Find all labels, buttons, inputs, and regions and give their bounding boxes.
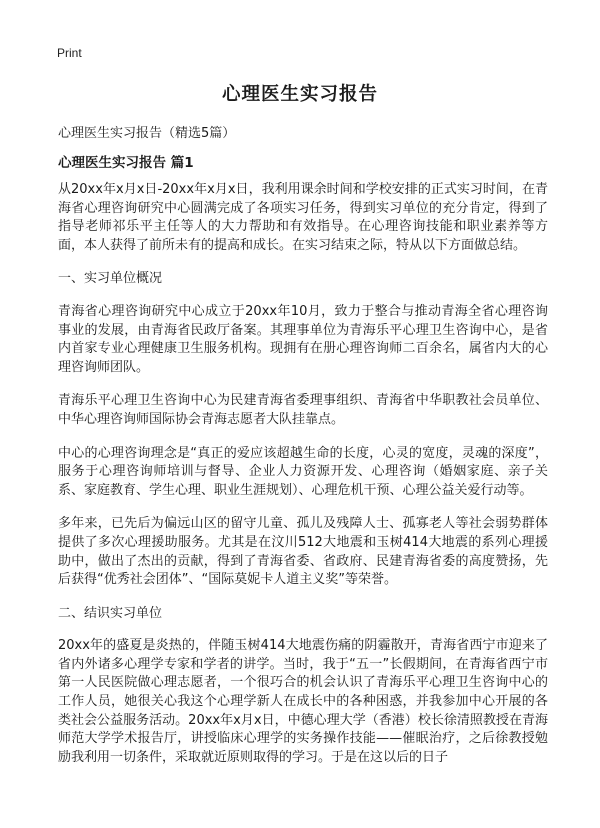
document-title: 心理医生实习报告: [221, 84, 378, 105]
print-label[interactable]: Print: [57, 46, 82, 60]
paragraph-philosophy: 中心的心理咨询理念是“真正的爱应该超越生命的长度，心灵的宽度，灵魂的深度”，服务于心理咨询师培训与督导、企业人力资源开发、心理咨询（婚姻家庭、亲子关系、家庭教育、学生心理、职业生涯规划）、心理危机干预、心理公益关爱行动等。: [58, 445, 548, 498]
document-body: [58, 181, 548, 782]
section-heading-meeting-unit: 二、结识实习单位: [58, 605, 163, 621]
paragraph-history: 多年来，已先后为偏远山区的留守儿童、孤儿及残障人士、孤寡老人等社会弱势群体提供了多次心理援助服务。尤其是在汶川512大地震和玉树414大地震的系列心理援助中，做出了杰出的贡献，得到了青海省委、省政府、民建青海省委的高度赞扬，先后获得“优秀社会团体”、“国际莫妮卡人道主义奖”等荣誉。: [58, 516, 548, 588]
paragraph-affiliations: 青海乐平心理卫生咨询中心为民建青海省委理事组织、青海省中华职教社会员单位、中华心理咨询师国际协会青海志愿者大队挂靠点。: [58, 393, 548, 427]
paragraph-meeting: 20xx年的盛夏是炎热的，伴随玉树414大地震伤痛的阴霾散开，青海省西宁市迎来了省内外诸多心理学专家和学者的讲学。当时，我于“五一”长假期间，在青海省西宁市第一人民医院做心理志愿者，一个很巧合的机会认识了青海乐平心理卫生咨询中心的工作人员，她很关心我这个心理学新人在成长中的各种困惑，并我参加中心开展的各类社会公益服务活动。20xx年x月x日，中德心理大学（香港）校长徐清照教授在青海师范大学学术报告厅，讲授临床心理学的实务操作技能——催眠治疗，之后徐教授勉励我利用一切条件，采取就近原则取得的学习。于是在这以后的日子: [58, 638, 548, 765]
section-heading-unit-overview: 一、实习单位概况: [58, 271, 163, 287]
chapter-title: 心理医生实习报告 篇1: [58, 155, 194, 171]
document-subtitle: 心理医生实习报告（精选5篇）: [58, 126, 236, 141]
paragraph-unit-description: 青海省心理咨询研究中心成立于20xx年10月，致力于整合与推动青海全省心理咨询事业的发展，由青海省民政厅备案。其理事单位为青海乐平心理卫生咨询中心，是省内首家专业心理健康卫生服务机构。现拥有在册心理咨询师二百余名，属省内大的心理咨询师团队。: [58, 303, 548, 375]
paragraph-intro: 从20xx年x月x日-20xx年x月x日，我利用课余时间和学校安排的正式实习时间，在青海省心理咨询研究中心圆满完成了各项实习任务，得到实习单位的充分肯定，得到了指导老师祁乐平主任等人的大力帮助和有效指导。在心理咨询技能和职业素养等方面，本人获得了前所未有的提高和成长。在实习结束之际，特从以下方面做总结。: [58, 182, 548, 253]
